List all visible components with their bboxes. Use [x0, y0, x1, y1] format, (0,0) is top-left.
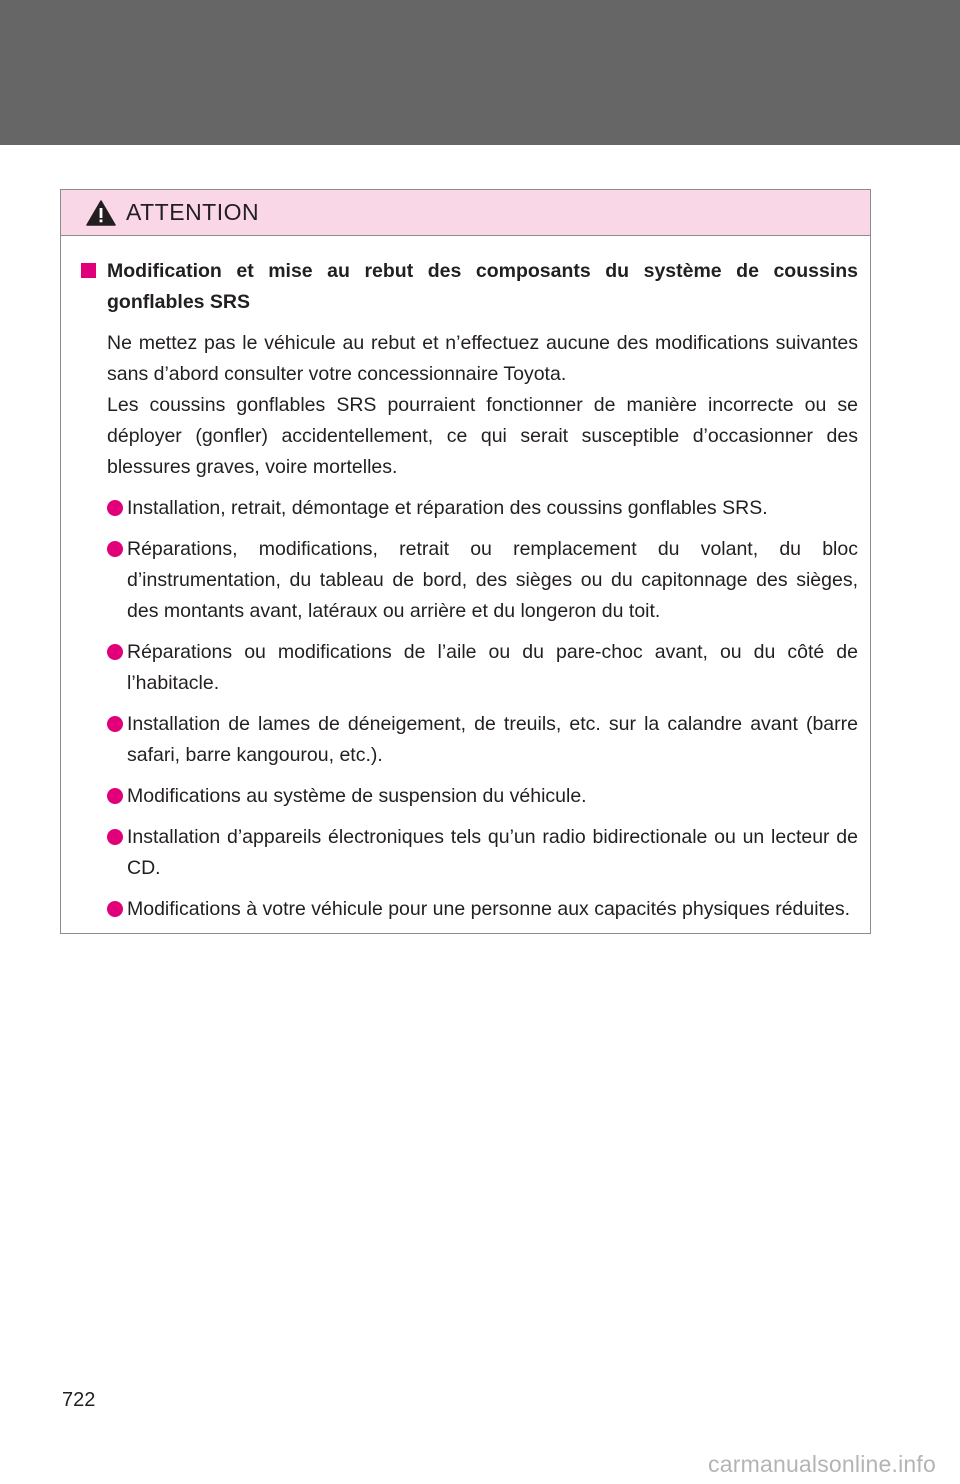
list-item — [107, 781, 858, 812]
list-item-text: Réparations, modifications, retrait ou remplacement du volant, du bloc d’instrumentation, du tableau de bord, des sièges ou du capitonnage des sièges, des montants avant, latéraux ou arrière et du longeron du toit. — [127, 538, 858, 622]
list-item-text: Modifications au système de suspension du véhicule. — [127, 785, 587, 807]
warning-header — [61, 190, 870, 236]
list-item — [107, 709, 858, 771]
circle-bullet-icon — [107, 541, 123, 557]
warning-box — [60, 189, 871, 934]
page-number: 722 — [62, 1389, 96, 1411]
list-item-text: Modifications à votre véhicule pour une personne aux capacités physiques réduites. — [127, 898, 851, 920]
circle-bullet-icon — [107, 901, 123, 917]
list-item — [107, 637, 858, 699]
square-bullet-icon — [81, 263, 96, 278]
warning-triangle-icon — [86, 200, 116, 226]
list-item-text: Installation d’appareils électroniques tels qu’un radio bidirectionale ou un lecteur de CD. — [127, 826, 858, 879]
circle-bullet-icon — [107, 829, 123, 845]
list-item-text: Installation de lames de déneigement, de treuils, etc. sur la calandre avant (barre safari, barre kangourou, etc.). — [127, 713, 858, 766]
circle-bullet-icon — [107, 500, 123, 516]
circle-bullet-icon — [107, 716, 123, 732]
circle-bullet-icon — [107, 644, 123, 660]
warning-title: ATTENTION — [126, 199, 260, 225]
warning-body — [61, 236, 870, 925]
list-item-text: Réparations ou modifications de l’aile ou du pare-choc avant, ou du côté de l’habitacle. — [127, 641, 858, 694]
page-header-band — [0, 0, 960, 145]
section-heading-text: Modification et mise au rebut des composants du système de coussins gonflables SRS — [107, 260, 858, 313]
list-item — [107, 534, 858, 627]
list-item-text: Installation, retrait, démontage et réparation des coussins gonflables SRS. — [127, 497, 768, 519]
section-heading — [81, 256, 858, 318]
warning-paragraph-2: Les coussins gonflables SRS pourraient fonctionner de manière incorrecte ou se déployer (gonfler) accidentellement, ce qui serait susceptible d’occasionner des blessures graves, voire mortelles. — [107, 394, 858, 478]
list-item — [107, 822, 858, 884]
watermark: carmanualsonline.info — [708, 1451, 936, 1477]
list-item — [107, 894, 858, 925]
list-item — [107, 493, 858, 524]
warning-paragraph-1: Ne mettez pas le véhicule au rebut et n’effectuez aucune des modifications suivantes sans d’abord consulter votre concessionnaire Toyota. — [107, 332, 858, 385]
circle-bullet-icon — [107, 788, 123, 804]
